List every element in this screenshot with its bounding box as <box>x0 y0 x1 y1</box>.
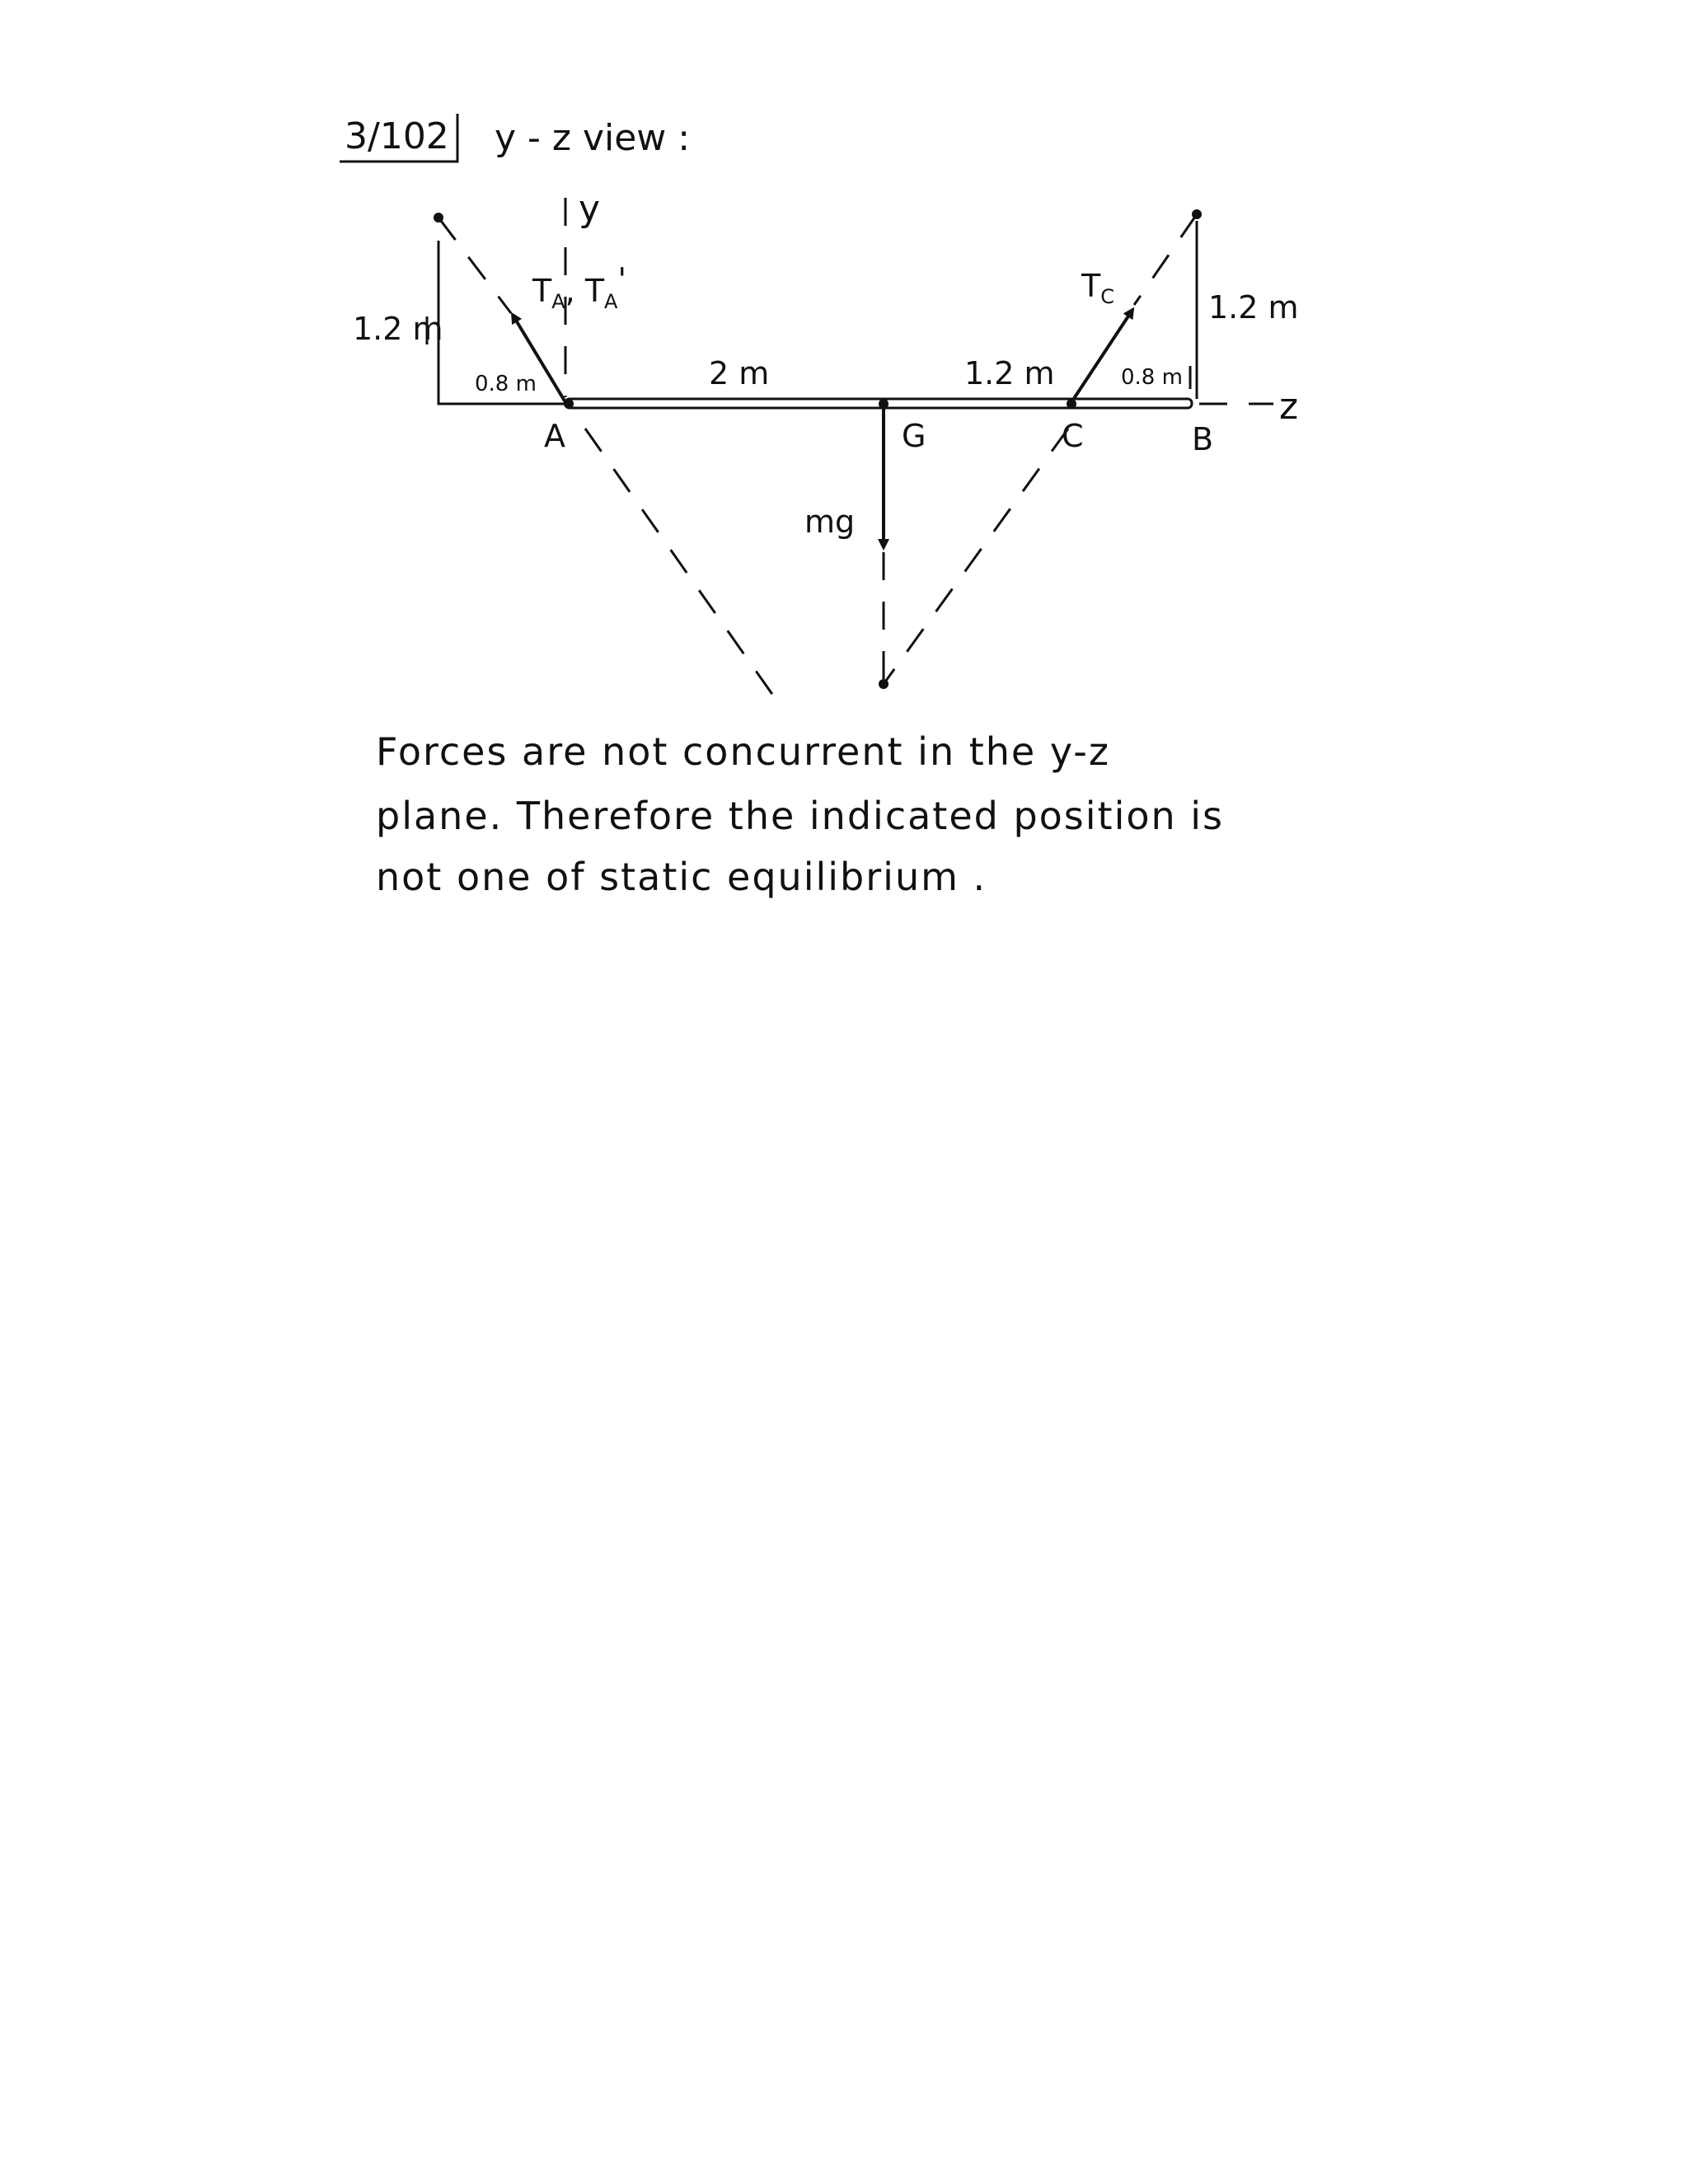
point-a-label: A <box>544 418 565 454</box>
beam <box>565 399 1192 408</box>
conclusion-line-1: Forces are not concurrent in the y-z <box>376 729 1110 774</box>
conclusion <box>376 729 1224 899</box>
cable-a-lower-dashed <box>585 429 781 707</box>
point-c-dot <box>1067 399 1076 409</box>
t-a-label: $T_A$, $T_A'$ <box>532 261 626 313</box>
y-axis-label: y <box>579 188 601 230</box>
mg-label: mg <box>804 504 856 540</box>
z-axis <box>1199 386 1298 428</box>
point-b-label: B <box>1192 421 1214 457</box>
point-c-label: C <box>1062 418 1084 454</box>
right-dimension-bracket <box>1121 209 1299 399</box>
conclusion-line-3: not one of static equilibrium . <box>376 855 987 899</box>
point-g-label: G <box>902 418 926 454</box>
cable-c-upper-dashed <box>1134 214 1197 305</box>
beam-body <box>565 399 1192 408</box>
point-g-dot <box>879 399 889 409</box>
left-offset-label: 0.8 m <box>475 372 537 396</box>
conclusion-line-2: plane. Therefore the indicated position is <box>376 794 1225 838</box>
c-to-b-label: 0.8 m <box>1121 365 1183 390</box>
problem-header <box>340 114 690 162</box>
view-title: y - z view : <box>495 117 691 159</box>
weight-line-end-point <box>879 679 889 689</box>
problem-number: 3/102 <box>345 115 449 157</box>
g-to-c-label: 1.2 m <box>964 355 1055 391</box>
cable-c-lower-dashed <box>884 429 1068 684</box>
left-height-label: 1.2 m <box>353 311 443 347</box>
cable-a-upper-dashed <box>438 218 511 313</box>
right-height-label: 1.2 m <box>1208 289 1299 326</box>
t-c-label: $T_C$ <box>1081 268 1114 308</box>
a-to-g-label: 2 m <box>709 355 770 391</box>
z-axis-label: z <box>1279 386 1299 428</box>
point-a-dot <box>564 399 574 409</box>
